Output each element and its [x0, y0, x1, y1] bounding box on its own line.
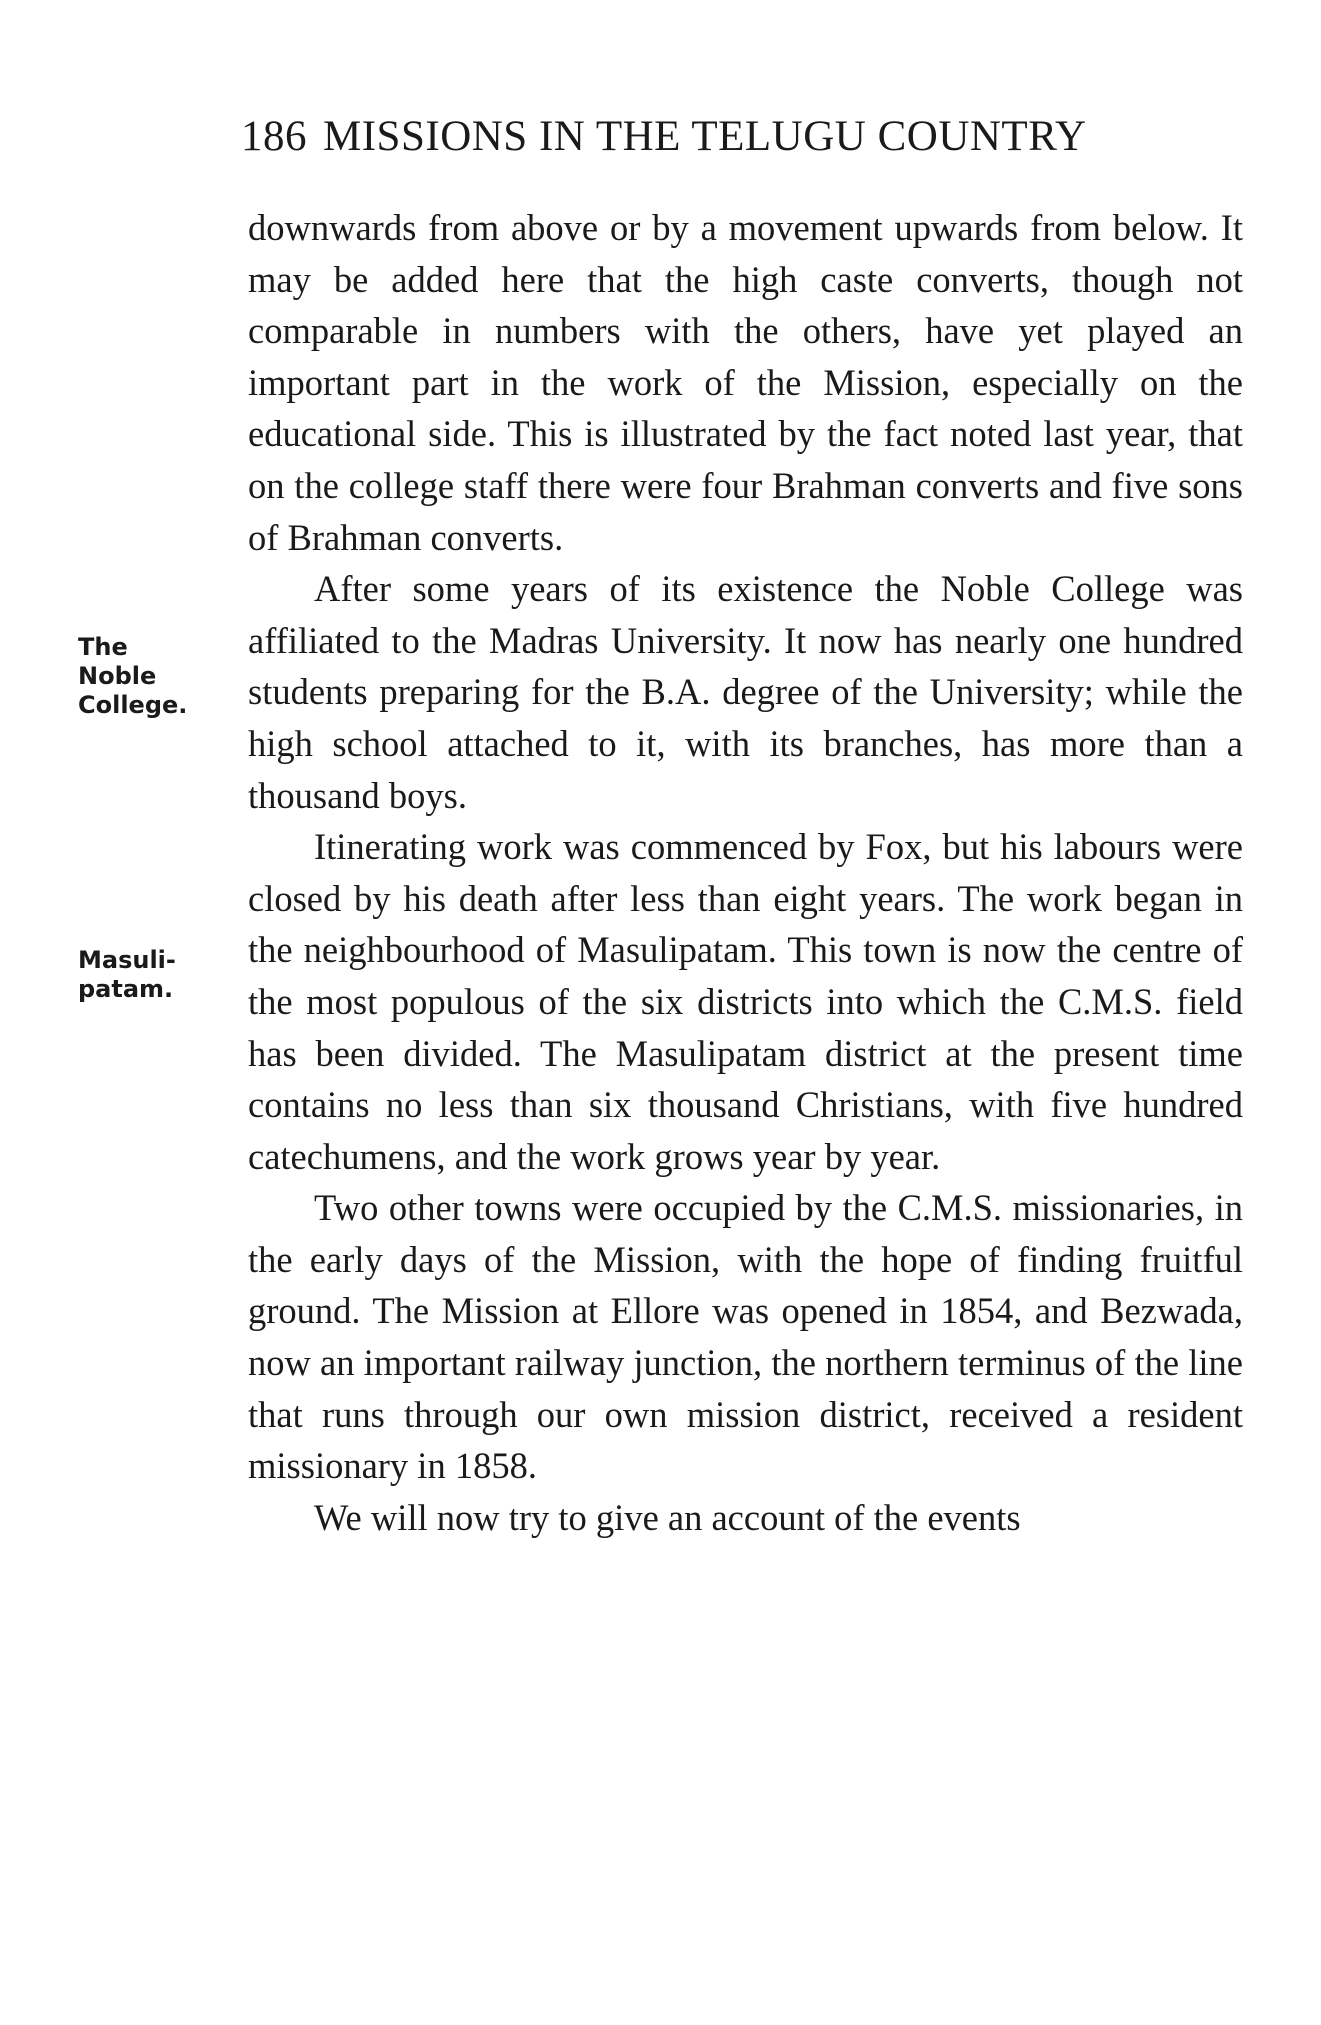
- running-title: MISSIONS IN THE TELUGU COUNTRY: [323, 113, 1087, 160]
- running-head: [241, 112, 1201, 161]
- margin-note-line: patam.: [78, 975, 174, 1003]
- paragraph-other-towns: Two other towns were occupied by the C.M.S. missionaries, in the early days of the Mission, with the hope of finding fruitful ground. The Mission at Ellore was opened in 1854, and Bezwada, now an important railway junction, the northern terminus of the line that runs through our own mission district, received a resident missionary in 1858.: [248, 1187, 1243, 1487]
- page-number: 186: [241, 113, 307, 160]
- margin-note-noble-college: [78, 633, 187, 720]
- margin-note-line: College.: [78, 691, 188, 719]
- margin-note-line: Noble: [78, 662, 157, 690]
- margin-note-line: Masuli-: [78, 946, 176, 974]
- paragraph-account-of-events: We will now try to give an account of the events: [314, 1496, 1021, 1538]
- paragraph-itinerating-work: Itinerating work was commenced by Fox, but his labours were closed by his death after less than eight years. The work began in the neighbourhood of Masulipatam. This town is now the centre of the most populous of the six districts into which the C.M.S. field has been divided. The Masulipatam district at the present time contains no less than six thousand Christians, with five hundred catechumens, and the work grows year by year.: [248, 826, 1243, 1177]
- margin-note-masulipatam: [78, 946, 176, 1004]
- paragraph-noble-college: After some years of its existence the Noble College was affiliated to the Madras University. It now has nearly one hundred students preparing for the B.A. degree of the University; while the high school attached to it, with its branches, has more than a thousand boys.: [248, 568, 1243, 816]
- body-text: [248, 202, 1243, 1543]
- margin-note-line: The: [78, 633, 128, 661]
- paragraph-continued: downwards from above or by a movement upwards from below. It may be added here that the high caste converts, though not comparable in numbers with the others, have yet played an important part in the work of the Mission, especially on the educational side. This is illustrated by the fact noted last year, that on the college staff there were four Brahman converts and five sons of Brahman converts.: [248, 207, 1243, 558]
